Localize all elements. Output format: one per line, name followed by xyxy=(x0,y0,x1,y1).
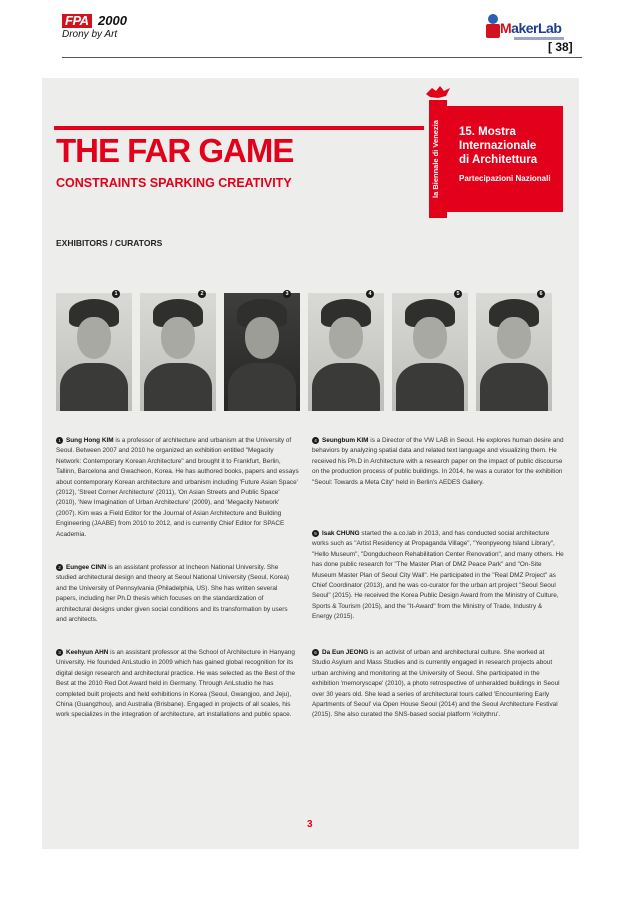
bio-name: Da Eun JEONG xyxy=(322,649,369,656)
mostra-number: 15. Mostra xyxy=(459,126,516,138)
bio-name: Eungee CINN xyxy=(66,564,107,571)
bio-text: is an activist of urban and architectural culture. She worked at Studio Asylum and Mass Studies and is currently engaged in research projects about urban archiving and monitoring at the University of Seoul. She participated in the exhibition 'memoryscape' (2010), a photo retrospective of unheralded buildings in Seoul over 30 years old. She lead a series of architectural tours called 'Encountering Early Apartments of Seoul' via Open House Seoul (2014) and the Seoul Architecture Festival (2015). She also curated the SNS-based social platform '#citythru'. xyxy=(312,649,560,719)
bio-5 xyxy=(312,529,564,623)
bio-text: is a professor of architecture and urbanism at the University of Seoul. Between 2007 and 2010 he organized an exhibition entitled "Megacity Network: Contemporary Korean Architecture" and brought it to Frankfurt, Berlin, Tallinn, Barcelona and Gwacheon, Korea. He has authored books, papers and essays about contemporary Korean architecture and urbanism including 'Future Asian Space' (2012), 'Street Corner Architecture' (2011), 'On Asian Streets and Public Space' (2010), 'New Imagination of Urban Architecture' (2009), and 'Megacity Network' (2007). Kim was a Field Editor for the Journal of Asian Architecture and Building Engineering (JAABE) from 2010 to 2012, and is currently Chief Editor for SPACE Academia. xyxy=(56,437,299,538)
fpa-logo-mark: FPA xyxy=(62,14,92,28)
bio-3 xyxy=(56,648,299,721)
portrait-badge-1: 1 xyxy=(112,290,120,298)
bio-number: 1 xyxy=(56,437,63,444)
bio-text: is an assistant professor at the School of Architecture in Hanyang University. He founded AnLstudio in 2009 which has gained global recognition for its digital design research and architectural practice. He was selected as the Best of the Best at the 2010 Red Dot Award held in Germany. Through AnLstudio he has completed built projects and held exhibitions in Korea (Seoul, Gwangjoo, and Jeju), China (Guangzhou), and Australia (Brisbane). Engaged in projects of all scales, his work specializes in the integration of architecture, art installations and public space. xyxy=(56,649,296,719)
article-title: THE FAR GAME xyxy=(56,132,294,169)
portrait-badge-5: 5 xyxy=(454,290,462,298)
portrait-6 xyxy=(476,293,552,411)
title-rule xyxy=(54,126,424,130)
bio-6 xyxy=(312,648,564,721)
bio-number: 5 xyxy=(312,530,319,537)
mostra-block xyxy=(447,106,563,212)
portrait-badge-3: 3 xyxy=(283,290,291,298)
bio-name: Keehyun AHN xyxy=(66,649,109,656)
bio-text: started the a.co.lab in 2013, and has conducted social architecture works such as "Artist Residency at Propaganda Village", "Yeonpyeong Island Library", "Hello Museum", "Dongducheon Rehabilitation Center Renovation", and many others. He has done public research for "The Master Plan of DMZ Peace Park" and "On-Site Museum Master Plan of Seoul City Wall". He participated in the "Real DMZ Project" as Chief Coordinator (2013), and he was co-curator for the urban art project "Seoul Seoul Seoul" (2015). He received the Korea Public Design Award from the Ministry of Culture, Sports & Tourism (2015), and the "It-Award" from the Ministry of Trade, Industry & Energy (2015). xyxy=(312,530,564,621)
winged-lion-icon xyxy=(424,84,452,100)
fpa-logo xyxy=(62,14,142,40)
portrait-badge-4: 4 xyxy=(366,290,374,298)
bio-number: 2 xyxy=(56,564,63,571)
makerlab-figure-icon xyxy=(486,14,500,40)
makerlab-wordmark: MakerLab xyxy=(500,20,562,36)
bio-4 xyxy=(312,436,564,488)
mostra-line-4: Partecipazioni Nazionali xyxy=(459,174,551,183)
bio-number: 3 xyxy=(56,649,63,656)
bio-2 xyxy=(56,563,299,625)
bio-text: is an assistant professor at Incheon National University. She studied architectural design and theory at Seoul National University (Seoul, Korea) and the University of Pennsylvania (Philadelphia, US). She has written several papers, including her Ph.D thesis which focuses on the standardization of architectural designs under given social conditions and its transformation by users and architects. xyxy=(56,564,290,624)
page-number: [ 38] xyxy=(548,40,573,54)
portrait-5 xyxy=(392,293,468,411)
scanned-page xyxy=(42,78,579,849)
portrait-badge-6: 6 xyxy=(537,290,545,298)
bio-1 xyxy=(56,436,299,540)
mostra-line-2: Internazionale xyxy=(459,140,537,152)
bio-name: Sung Hong KIM xyxy=(66,437,114,444)
header-divider xyxy=(62,57,582,58)
portrait-badge-2: 2 xyxy=(198,290,206,298)
bio-name: Seungbum KIM xyxy=(322,437,369,444)
folio: 3 xyxy=(307,819,313,830)
bio-text: is a Director of the VW LAB in Seoul. He explores human desire and behaviors by analyzing spatial data and related text language and visualizing them. He received his Ph.D in Architecture with a research paper on the impact of public discourse on the production process of public buildings. In 2014, he was a curator for the exhibition "Seoul: Towards a Meta City" held in Berlin's AEDES Gallery. xyxy=(312,437,564,486)
bio-number: 6 xyxy=(312,649,319,656)
portrait-4 xyxy=(308,293,384,411)
fpa-logo-subtitle: Drony by Art xyxy=(62,29,118,40)
bio-name: Isak CHUNG xyxy=(322,530,360,537)
portrait-2 xyxy=(140,293,216,411)
biennale-vertical-label: la Biennale di Venezia xyxy=(431,120,440,198)
bio-number: 4 xyxy=(312,437,319,444)
portrait-3 xyxy=(224,293,300,411)
mostra-line-3: di Architettura xyxy=(459,154,538,166)
article-subtitle: CONSTRAINTS SPARKING CREATIVITY xyxy=(56,176,292,190)
fpa-logo-year: 2000 xyxy=(98,13,127,28)
portrait-1 xyxy=(56,293,132,411)
section-heading: EXHIBITORS / CURATORS xyxy=(56,238,163,248)
